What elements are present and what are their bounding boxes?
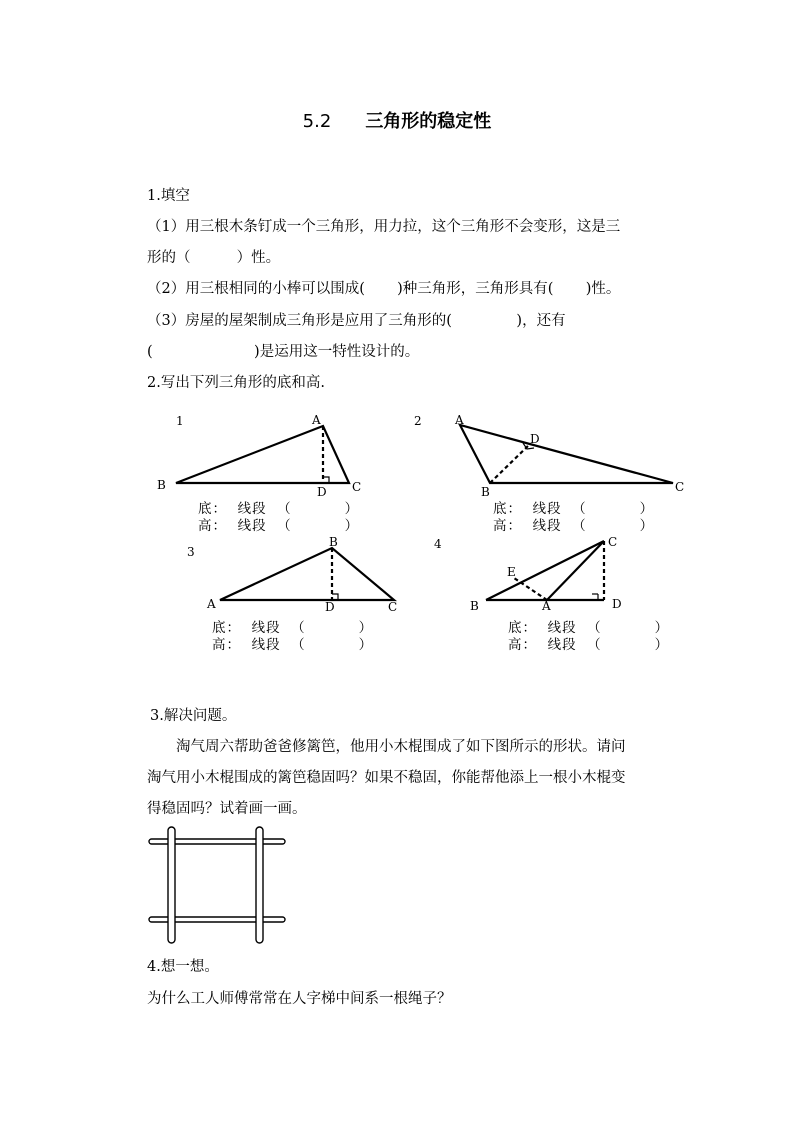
fig1-label-A: A	[312, 413, 321, 427]
q1-item3-line1: （3）房屋的屋架制成三角形是应用了三角形的( )，还有	[147, 313, 566, 329]
fig4-label-A: A	[542, 599, 551, 613]
q1-item1-line2: 形的（ ）性。	[147, 250, 281, 266]
fig2-label-A: A	[455, 413, 464, 427]
fig1-height-label: 高： 线段 （ ）	[198, 518, 360, 534]
q1-item1-line1: （1）用三根木条钉成一个三角形，用力拉，这个三角形不会变形，这是三	[147, 219, 621, 235]
q4-question: 为什么工人师傅常常在人字梯中间系一根绳子？	[147, 991, 452, 1007]
fence-figure	[149, 827, 285, 943]
section-title: 三角形的稳定性	[365, 111, 492, 132]
fig2-label-C: C	[675, 480, 685, 494]
triangle-figure-1	[157, 413, 361, 499]
fig2-base-label: 底： 线段 （ ）	[493, 501, 655, 517]
q1-item3-line2: ( )是运用这一特性设计的。	[147, 344, 420, 360]
fig2-label-D: D	[530, 432, 540, 446]
fig4-label-E: E	[507, 565, 516, 579]
fig3-label-C: C	[388, 600, 398, 614]
fig2-height-label: 高： 线段 （ ）	[493, 518, 655, 534]
triangle-figure-2	[414, 413, 684, 499]
fig1-label-B: B	[157, 478, 166, 492]
fig2-label-B: B	[481, 485, 490, 499]
fig4-height-label: 高： 线段 （ ）	[508, 637, 670, 653]
fig4-number: 4	[434, 537, 442, 551]
fig3-height-label: 高： 线段 （ ）	[212, 637, 374, 653]
q4-heading: 4.想一想。	[147, 959, 219, 975]
fig1-base-label: 底： 线段 （ ）	[198, 501, 360, 517]
fig3-label-B: B	[329, 535, 338, 549]
q1-item2: （2）用三根相同的小棒可以围成( )种三角形，三角形具有( )性。	[147, 281, 621, 297]
fig4-label-D: D	[612, 597, 622, 611]
q3-paragraph-line3: 得稳固吗？试着画一画。	[147, 801, 307, 817]
q1-heading: 1.填空	[147, 188, 190, 204]
fig4-label-B: B	[470, 599, 479, 613]
fig3-label-A: A	[207, 597, 216, 611]
triangle-figure-3	[187, 535, 397, 614]
fig1-number: 1	[176, 414, 184, 428]
q3-paragraph-line2: 淘气用小木棍围成的篱笆稳固吗？如果不稳固，你能帮他添上一根小木棍变	[147, 770, 626, 786]
triangle-figure-4	[434, 535, 622, 613]
fig2-number: 2	[414, 414, 422, 428]
fig3-number: 3	[187, 545, 195, 559]
fig1-label-C: C	[352, 480, 362, 494]
section-number: 5.2	[302, 111, 332, 132]
q2-heading: 2.写出下列三角形的底和高.	[147, 375, 325, 391]
fig4-base-label: 底： 线段 （ ）	[508, 620, 670, 636]
fig1-label-D: D	[317, 485, 327, 499]
fig3-label-D: D	[325, 600, 335, 614]
q3-heading: 3.解决问题。	[150, 708, 237, 724]
q3-paragraph-line1: 淘气周六帮助爸爸修篱笆，他用小木棍围成了如下图所示的形状。请问	[176, 739, 626, 755]
fig4-label-C: C	[608, 535, 618, 549]
fig3-base-label: 底： 线段 （ ）	[212, 620, 374, 636]
